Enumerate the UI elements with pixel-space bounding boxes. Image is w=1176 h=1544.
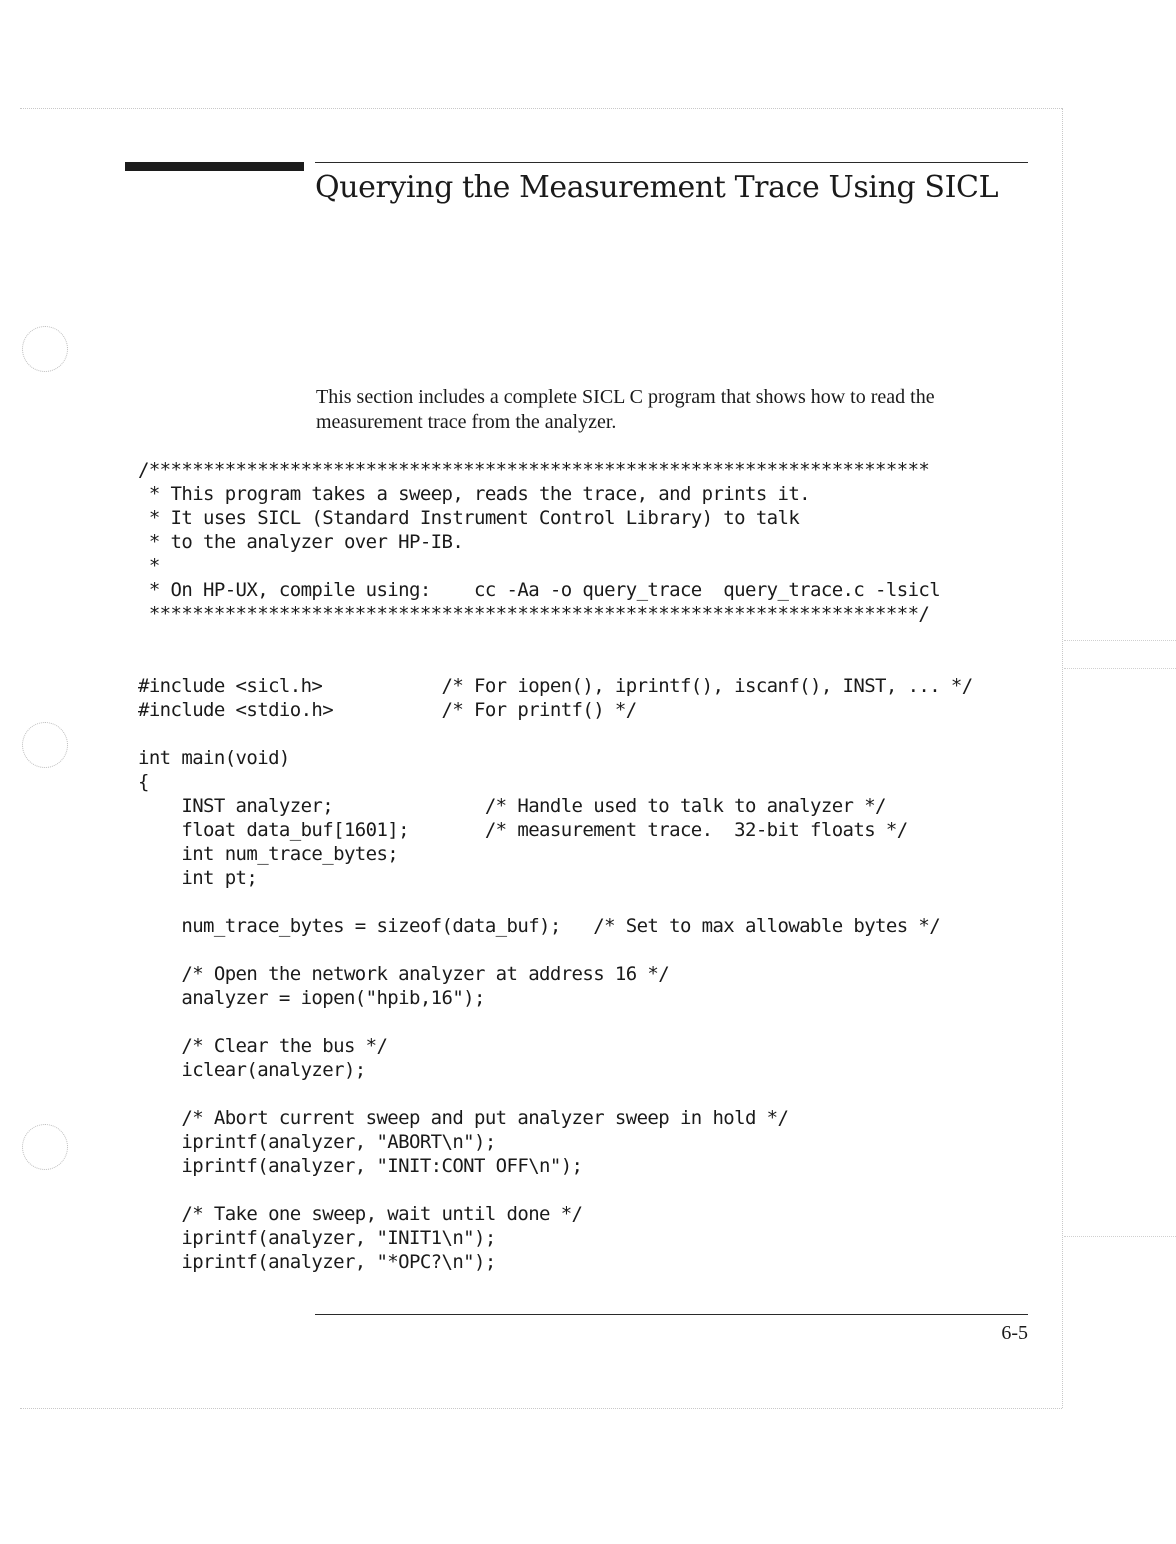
code-line: iprintf(analyzer, "INIT1\n"); xyxy=(138,1227,496,1249)
code-line: int num_trace_bytes; xyxy=(138,843,399,865)
footer-rule xyxy=(315,1314,1028,1315)
code-line: /* Take one sweep, wait until done */ xyxy=(138,1203,583,1225)
code-line: * It uses SICL (Standard Instrument Control Library) to talk xyxy=(138,507,800,529)
code-line: /* Clear the bus */ xyxy=(138,1035,388,1057)
code-listing xyxy=(138,458,973,1274)
code-line: int main(void) xyxy=(138,747,290,769)
binder-hole xyxy=(22,326,68,372)
code-line: iprintf(analyzer, "*OPC?\n"); xyxy=(138,1251,496,1273)
scan-edge-tick xyxy=(1064,668,1176,669)
code-line: /* Abort current sweep and put analyzer sweep in hold */ xyxy=(138,1107,789,1129)
scan-edge-tick xyxy=(1064,1236,1176,1237)
code-line: /************************************************************************ xyxy=(138,459,930,481)
code-line: iclear(analyzer); xyxy=(138,1059,366,1081)
code-line: * This program takes a sweep, reads the trace, and prints it. xyxy=(138,483,811,505)
code-line: int pt; xyxy=(138,867,258,889)
code-line: /* Open the network analyzer at address 16 */ xyxy=(138,963,670,985)
binder-hole xyxy=(22,722,68,768)
code-line: #include <stdio.h> /* For printf() */ xyxy=(138,699,637,721)
code-line: * xyxy=(138,555,160,577)
intro-paragraph: This section includes a complete SICL C program that shows how to read the measurement trace from the analyzer. xyxy=(316,386,935,433)
code-line: num_trace_bytes = sizeof(data_buf); /* Set to max allowable bytes */ xyxy=(138,915,941,937)
binder-hole xyxy=(22,1124,68,1170)
code-line: iprintf(analyzer, "INIT:CONT OFF\n"); xyxy=(138,1155,583,1177)
heading-bar xyxy=(125,162,304,171)
scan-edge-tick xyxy=(1064,640,1176,641)
scan-edge-right xyxy=(1062,108,1063,1408)
code-line: * On HP-UX, compile using: cc -Aa -o query_trace query_trace.c -lsicl xyxy=(138,579,941,601)
code-line: INST analyzer; /* Handle used to talk to analyzer */ xyxy=(138,795,886,817)
code-line: { xyxy=(138,771,149,793)
code-line: analyzer = iopen("hpib,16"); xyxy=(138,987,485,1009)
scan-edge-bottom xyxy=(20,1408,1062,1409)
code-line: * to the analyzer over HP-IB. xyxy=(138,531,464,553)
code-line: float data_buf[1601]; /* measurement trace. 32-bit floats */ xyxy=(138,819,908,841)
code-line: iprintf(analyzer, "ABORT\n"); xyxy=(138,1131,496,1153)
heading-rule xyxy=(315,162,1028,163)
page-title: Querying the Measurement Trace Using SICL xyxy=(315,170,999,205)
scan-edge-top xyxy=(20,108,1062,109)
code-line: ***********************************************************************/ xyxy=(138,603,930,625)
code-line: #include <sicl.h> /* For iopen(), iprintf(), iscanf(), INST, ... */ xyxy=(138,675,973,697)
page-number: 6-5 xyxy=(1001,1322,1028,1344)
